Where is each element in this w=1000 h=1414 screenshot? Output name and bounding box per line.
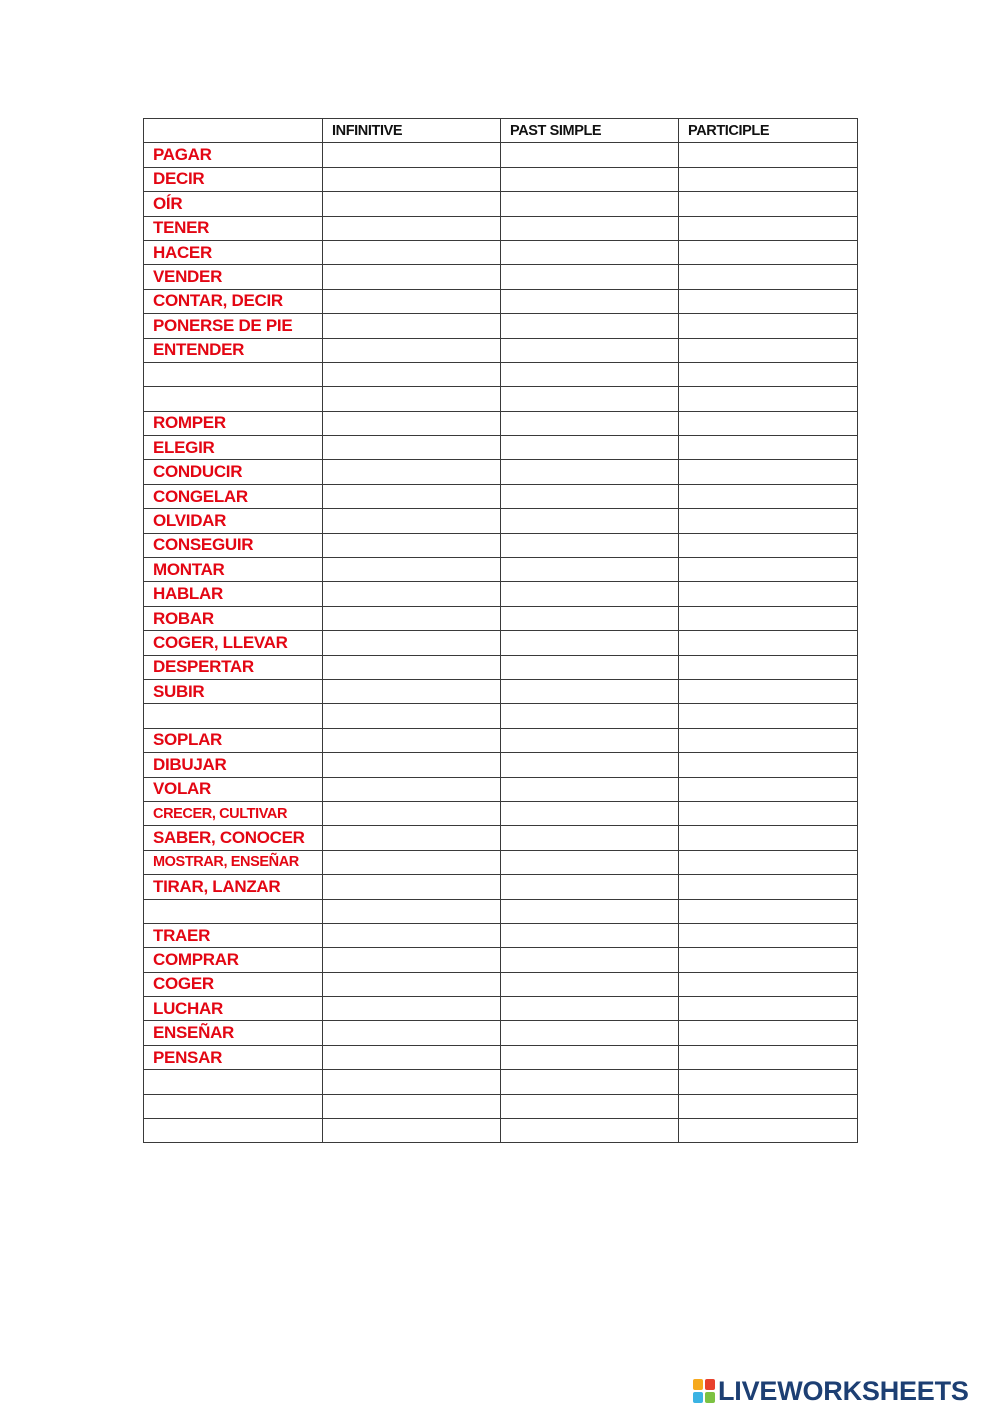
table-row [144, 728, 858, 752]
spanish-verb-cell: DIBUJAR [144, 753, 323, 777]
infinitive-answer-cell[interactable] [323, 875, 501, 899]
past-simple-answer-cell[interactable] [501, 753, 679, 777]
past-simple-answer-cell[interactable] [501, 143, 679, 167]
table-row [144, 509, 858, 533]
table-row [144, 875, 858, 899]
past-simple-answer-cell[interactable] [501, 801, 679, 825]
participle-answer-cell[interactable] [679, 655, 858, 679]
spanish-verb-cell: PAGAR [144, 143, 323, 167]
past-simple-answer-cell[interactable] [501, 1119, 679, 1143]
infinitive-answer-cell[interactable] [323, 411, 501, 435]
infinitive-answer-cell[interactable] [323, 850, 501, 874]
participle-answer-cell[interactable] [679, 826, 858, 850]
participle-answer-cell[interactable] [679, 875, 858, 899]
infinitive-answer-cell[interactable] [323, 509, 501, 533]
infinitive-answer-cell[interactable] [323, 704, 501, 728]
participle-answer-cell[interactable] [679, 289, 858, 313]
past-simple-answer-cell[interactable] [501, 655, 679, 679]
infinitive-answer-cell[interactable] [323, 1070, 501, 1094]
table-row [144, 143, 858, 167]
spanish-verb-cell [144, 899, 323, 923]
infinitive-answer-cell[interactable] [323, 899, 501, 923]
table-row [144, 704, 858, 728]
table-row [144, 362, 858, 386]
past-simple-answer-cell[interactable] [501, 972, 679, 996]
header-cell-infinitive: INFINITIVE [323, 119, 501, 143]
spanish-verb-cell [144, 362, 323, 386]
infinitive-answer-cell[interactable] [323, 631, 501, 655]
past-simple-answer-cell[interactable] [501, 240, 679, 264]
past-simple-answer-cell[interactable] [501, 1094, 679, 1118]
infinitive-answer-cell[interactable] [323, 1021, 501, 1045]
brand-logo-tile [705, 1392, 715, 1403]
spanish-verb-cell: LUCHAR [144, 997, 323, 1021]
table-row [144, 972, 858, 996]
participle-answer-cell[interactable] [679, 997, 858, 1021]
past-simple-answer-cell[interactable] [501, 509, 679, 533]
spanish-verb-cell: ROMPER [144, 411, 323, 435]
participle-answer-cell[interactable] [679, 558, 858, 582]
header-cell-blank [144, 119, 323, 143]
past-simple-answer-cell[interactable] [501, 484, 679, 508]
participle-answer-cell[interactable] [679, 1094, 858, 1118]
table-row [144, 216, 858, 240]
infinitive-answer-cell[interactable] [323, 289, 501, 313]
spanish-verb-cell: TRAER [144, 923, 323, 947]
past-simple-answer-cell[interactable] [501, 167, 679, 191]
participle-answer-cell[interactable] [679, 167, 858, 191]
table-row [144, 167, 858, 191]
spanish-verb-cell: CONTAR, DECIR [144, 289, 323, 313]
table-row [144, 1094, 858, 1118]
spanish-verb-cell: MOSTRAR, ENSEÑAR [144, 850, 323, 874]
table-row [144, 948, 858, 972]
infinitive-answer-cell[interactable] [323, 484, 501, 508]
participle-answer-cell[interactable] [679, 631, 858, 655]
past-simple-answer-cell[interactable] [501, 533, 679, 557]
infinitive-answer-cell[interactable] [323, 655, 501, 679]
spanish-verb-cell: VENDER [144, 265, 323, 289]
header-cell-participle: PARTICIPLE [679, 119, 858, 143]
table-row [144, 192, 858, 216]
spanish-verb-cell: SOPLAR [144, 728, 323, 752]
participle-answer-cell[interactable] [679, 240, 858, 264]
infinitive-answer-cell[interactable] [323, 777, 501, 801]
table-row [144, 338, 858, 362]
table-row [144, 801, 858, 825]
past-simple-answer-cell[interactable] [501, 606, 679, 630]
participle-answer-cell[interactable] [679, 387, 858, 411]
table-row [144, 289, 858, 313]
spanish-verb-cell: CRECER, CULTIVAR [144, 801, 323, 825]
table-row [144, 850, 858, 874]
infinitive-answer-cell[interactable] [323, 436, 501, 460]
participle-answer-cell[interactable] [679, 923, 858, 947]
table-row [144, 899, 858, 923]
past-simple-answer-cell[interactable] [501, 289, 679, 313]
brand-logo-icon [693, 1379, 715, 1403]
infinitive-answer-cell[interactable] [323, 679, 501, 703]
past-simple-answer-cell[interactable] [501, 338, 679, 362]
participle-answer-cell[interactable] [679, 143, 858, 167]
past-simple-answer-cell[interactable] [501, 314, 679, 338]
table-row [144, 777, 858, 801]
spanish-verb-cell [144, 1119, 323, 1143]
past-simple-answer-cell[interactable] [501, 582, 679, 606]
infinitive-answer-cell[interactable] [323, 1119, 501, 1143]
participle-answer-cell[interactable] [679, 1070, 858, 1094]
infinitive-answer-cell[interactable] [323, 265, 501, 289]
past-simple-answer-cell[interactable] [501, 436, 679, 460]
liveworksheets-logo [693, 1376, 969, 1406]
participle-answer-cell[interactable] [679, 899, 858, 923]
participle-answer-cell[interactable] [679, 582, 858, 606]
table-row [144, 387, 858, 411]
participle-answer-cell[interactable] [679, 1119, 858, 1143]
infinitive-answer-cell[interactable] [323, 826, 501, 850]
infinitive-answer-cell[interactable] [323, 362, 501, 386]
participle-answer-cell[interactable] [679, 850, 858, 874]
infinitive-answer-cell[interactable] [323, 948, 501, 972]
past-simple-answer-cell[interactable] [501, 216, 679, 240]
participle-answer-cell[interactable] [679, 509, 858, 533]
table-row [144, 753, 858, 777]
spanish-verb-cell: MONTAR [144, 558, 323, 582]
participle-answer-cell[interactable] [679, 1045, 858, 1069]
header-row [144, 119, 858, 143]
participle-answer-cell[interactable] [679, 411, 858, 435]
past-simple-answer-cell[interactable] [501, 192, 679, 216]
participle-answer-cell[interactable] [679, 314, 858, 338]
spanish-verb-cell: VOLAR [144, 777, 323, 801]
past-simple-answer-cell[interactable] [501, 265, 679, 289]
table-row [144, 558, 858, 582]
infinitive-answer-cell[interactable] [323, 582, 501, 606]
spanish-verb-cell: SUBIR [144, 679, 323, 703]
infinitive-answer-cell[interactable] [323, 997, 501, 1021]
table-row [144, 826, 858, 850]
infinitive-answer-cell[interactable] [323, 1045, 501, 1069]
past-simple-answer-cell[interactable] [501, 1070, 679, 1094]
infinitive-answer-cell[interactable] [323, 923, 501, 947]
past-simple-answer-cell[interactable] [501, 411, 679, 435]
spanish-verb-cell: HABLAR [144, 582, 323, 606]
spanish-verb-cell: DESPERTAR [144, 655, 323, 679]
infinitive-answer-cell[interactable] [323, 314, 501, 338]
spanish-verb-cell: TIRAR, LANZAR [144, 875, 323, 899]
table-row [144, 436, 858, 460]
infinitive-answer-cell[interactable] [323, 460, 501, 484]
past-simple-answer-cell[interactable] [501, 704, 679, 728]
brand-name: LIVEWORKSHEETS [718, 1376, 969, 1406]
infinitive-answer-cell[interactable] [323, 801, 501, 825]
infinitive-answer-cell[interactable] [323, 216, 501, 240]
participle-answer-cell[interactable] [679, 728, 858, 752]
spanish-verb-cell: COGER, LLEVAR [144, 631, 323, 655]
spanish-verb-cell: COGER [144, 972, 323, 996]
infinitive-answer-cell[interactable] [323, 753, 501, 777]
table-row [144, 1021, 858, 1045]
spanish-verb-cell: OLVIDAR [144, 509, 323, 533]
spanish-verb-cell [144, 1070, 323, 1094]
spanish-verb-cell: CONSEGUIR [144, 533, 323, 557]
spanish-verb-cell: PENSAR [144, 1045, 323, 1069]
participle-answer-cell[interactable] [679, 679, 858, 703]
spanish-verb-cell: ELEGIR [144, 436, 323, 460]
spanish-verb-cell: TENER [144, 216, 323, 240]
table-row [144, 240, 858, 264]
verb-table [143, 118, 858, 1143]
participle-answer-cell[interactable] [679, 338, 858, 362]
infinitive-answer-cell[interactable] [323, 1094, 501, 1118]
table-row [144, 1119, 858, 1143]
spanish-verb-cell: COMPRAR [144, 948, 323, 972]
participle-answer-cell[interactable] [679, 972, 858, 996]
infinitive-answer-cell[interactable] [323, 338, 501, 362]
infinitive-answer-cell[interactable] [323, 143, 501, 167]
participle-answer-cell[interactable] [679, 265, 858, 289]
infinitive-answer-cell[interactable] [323, 728, 501, 752]
past-simple-answer-cell[interactable] [501, 850, 679, 874]
table-row [144, 314, 858, 338]
participle-answer-cell[interactable] [679, 704, 858, 728]
past-simple-answer-cell[interactable] [501, 826, 679, 850]
past-simple-answer-cell[interactable] [501, 728, 679, 752]
past-simple-answer-cell[interactable] [501, 1045, 679, 1069]
past-simple-answer-cell[interactable] [501, 631, 679, 655]
spanish-verb-cell: HACER [144, 240, 323, 264]
past-simple-answer-cell[interactable] [501, 948, 679, 972]
infinitive-answer-cell[interactable] [323, 387, 501, 411]
spanish-verb-cell [144, 704, 323, 728]
spanish-verb-cell: ENSEÑAR [144, 1021, 323, 1045]
past-simple-answer-cell[interactable] [501, 997, 679, 1021]
spanish-verb-cell: OÍR [144, 192, 323, 216]
table-row [144, 484, 858, 508]
participle-answer-cell[interactable] [679, 948, 858, 972]
spanish-verb-cell: SABER, CONOCER [144, 826, 323, 850]
past-simple-answer-cell[interactable] [501, 679, 679, 703]
infinitive-answer-cell[interactable] [323, 558, 501, 582]
participle-answer-cell[interactable] [679, 801, 858, 825]
past-simple-answer-cell[interactable] [501, 460, 679, 484]
infinitive-answer-cell[interactable] [323, 972, 501, 996]
spanish-verb-cell [144, 387, 323, 411]
table-row [144, 679, 858, 703]
table-row [144, 655, 858, 679]
spanish-verb-cell: CONDUCIR [144, 460, 323, 484]
participle-answer-cell[interactable] [679, 606, 858, 630]
infinitive-answer-cell[interactable] [323, 606, 501, 630]
table-row [144, 997, 858, 1021]
spanish-verb-cell: PONERSE DE PIE [144, 314, 323, 338]
past-simple-answer-cell[interactable] [501, 777, 679, 801]
participle-answer-cell[interactable] [679, 777, 858, 801]
table-row [144, 533, 858, 557]
past-simple-answer-cell[interactable] [501, 1021, 679, 1045]
participle-answer-cell[interactable] [679, 1021, 858, 1045]
table-row [144, 606, 858, 630]
table-row [144, 1045, 858, 1069]
participle-answer-cell[interactable] [679, 436, 858, 460]
spanish-verb-cell: ROBAR [144, 606, 323, 630]
header-cell-past-simple: PAST SIMPLE [501, 119, 679, 143]
past-simple-answer-cell[interactable] [501, 387, 679, 411]
participle-answer-cell[interactable] [679, 753, 858, 777]
spanish-verb-cell: DECIR [144, 167, 323, 191]
participle-answer-cell[interactable] [679, 460, 858, 484]
table-row [144, 460, 858, 484]
participle-answer-cell[interactable] [679, 533, 858, 557]
brand-logo-tile [705, 1379, 715, 1390]
past-simple-answer-cell[interactable] [501, 899, 679, 923]
table-row [144, 582, 858, 606]
infinitive-answer-cell[interactable] [323, 167, 501, 191]
spanish-verb-cell [144, 1094, 323, 1118]
past-simple-answer-cell[interactable] [501, 875, 679, 899]
table-row [144, 265, 858, 289]
infinitive-answer-cell[interactable] [323, 192, 501, 216]
brand-logo-tile [693, 1379, 703, 1390]
table-row [144, 1070, 858, 1094]
infinitive-answer-cell[interactable] [323, 240, 501, 264]
past-simple-answer-cell[interactable] [501, 558, 679, 582]
participle-answer-cell[interactable] [679, 362, 858, 386]
participle-answer-cell[interactable] [679, 216, 858, 240]
spanish-verb-cell: ENTENDER [144, 338, 323, 362]
table-row [144, 411, 858, 435]
participle-answer-cell[interactable] [679, 192, 858, 216]
infinitive-answer-cell[interactable] [323, 533, 501, 557]
participle-answer-cell[interactable] [679, 484, 858, 508]
spanish-verb-cell: CONGELAR [144, 484, 323, 508]
brand-logo-tile [693, 1392, 703, 1403]
past-simple-answer-cell[interactable] [501, 362, 679, 386]
table-row [144, 631, 858, 655]
table-row [144, 923, 858, 947]
past-simple-answer-cell[interactable] [501, 923, 679, 947]
